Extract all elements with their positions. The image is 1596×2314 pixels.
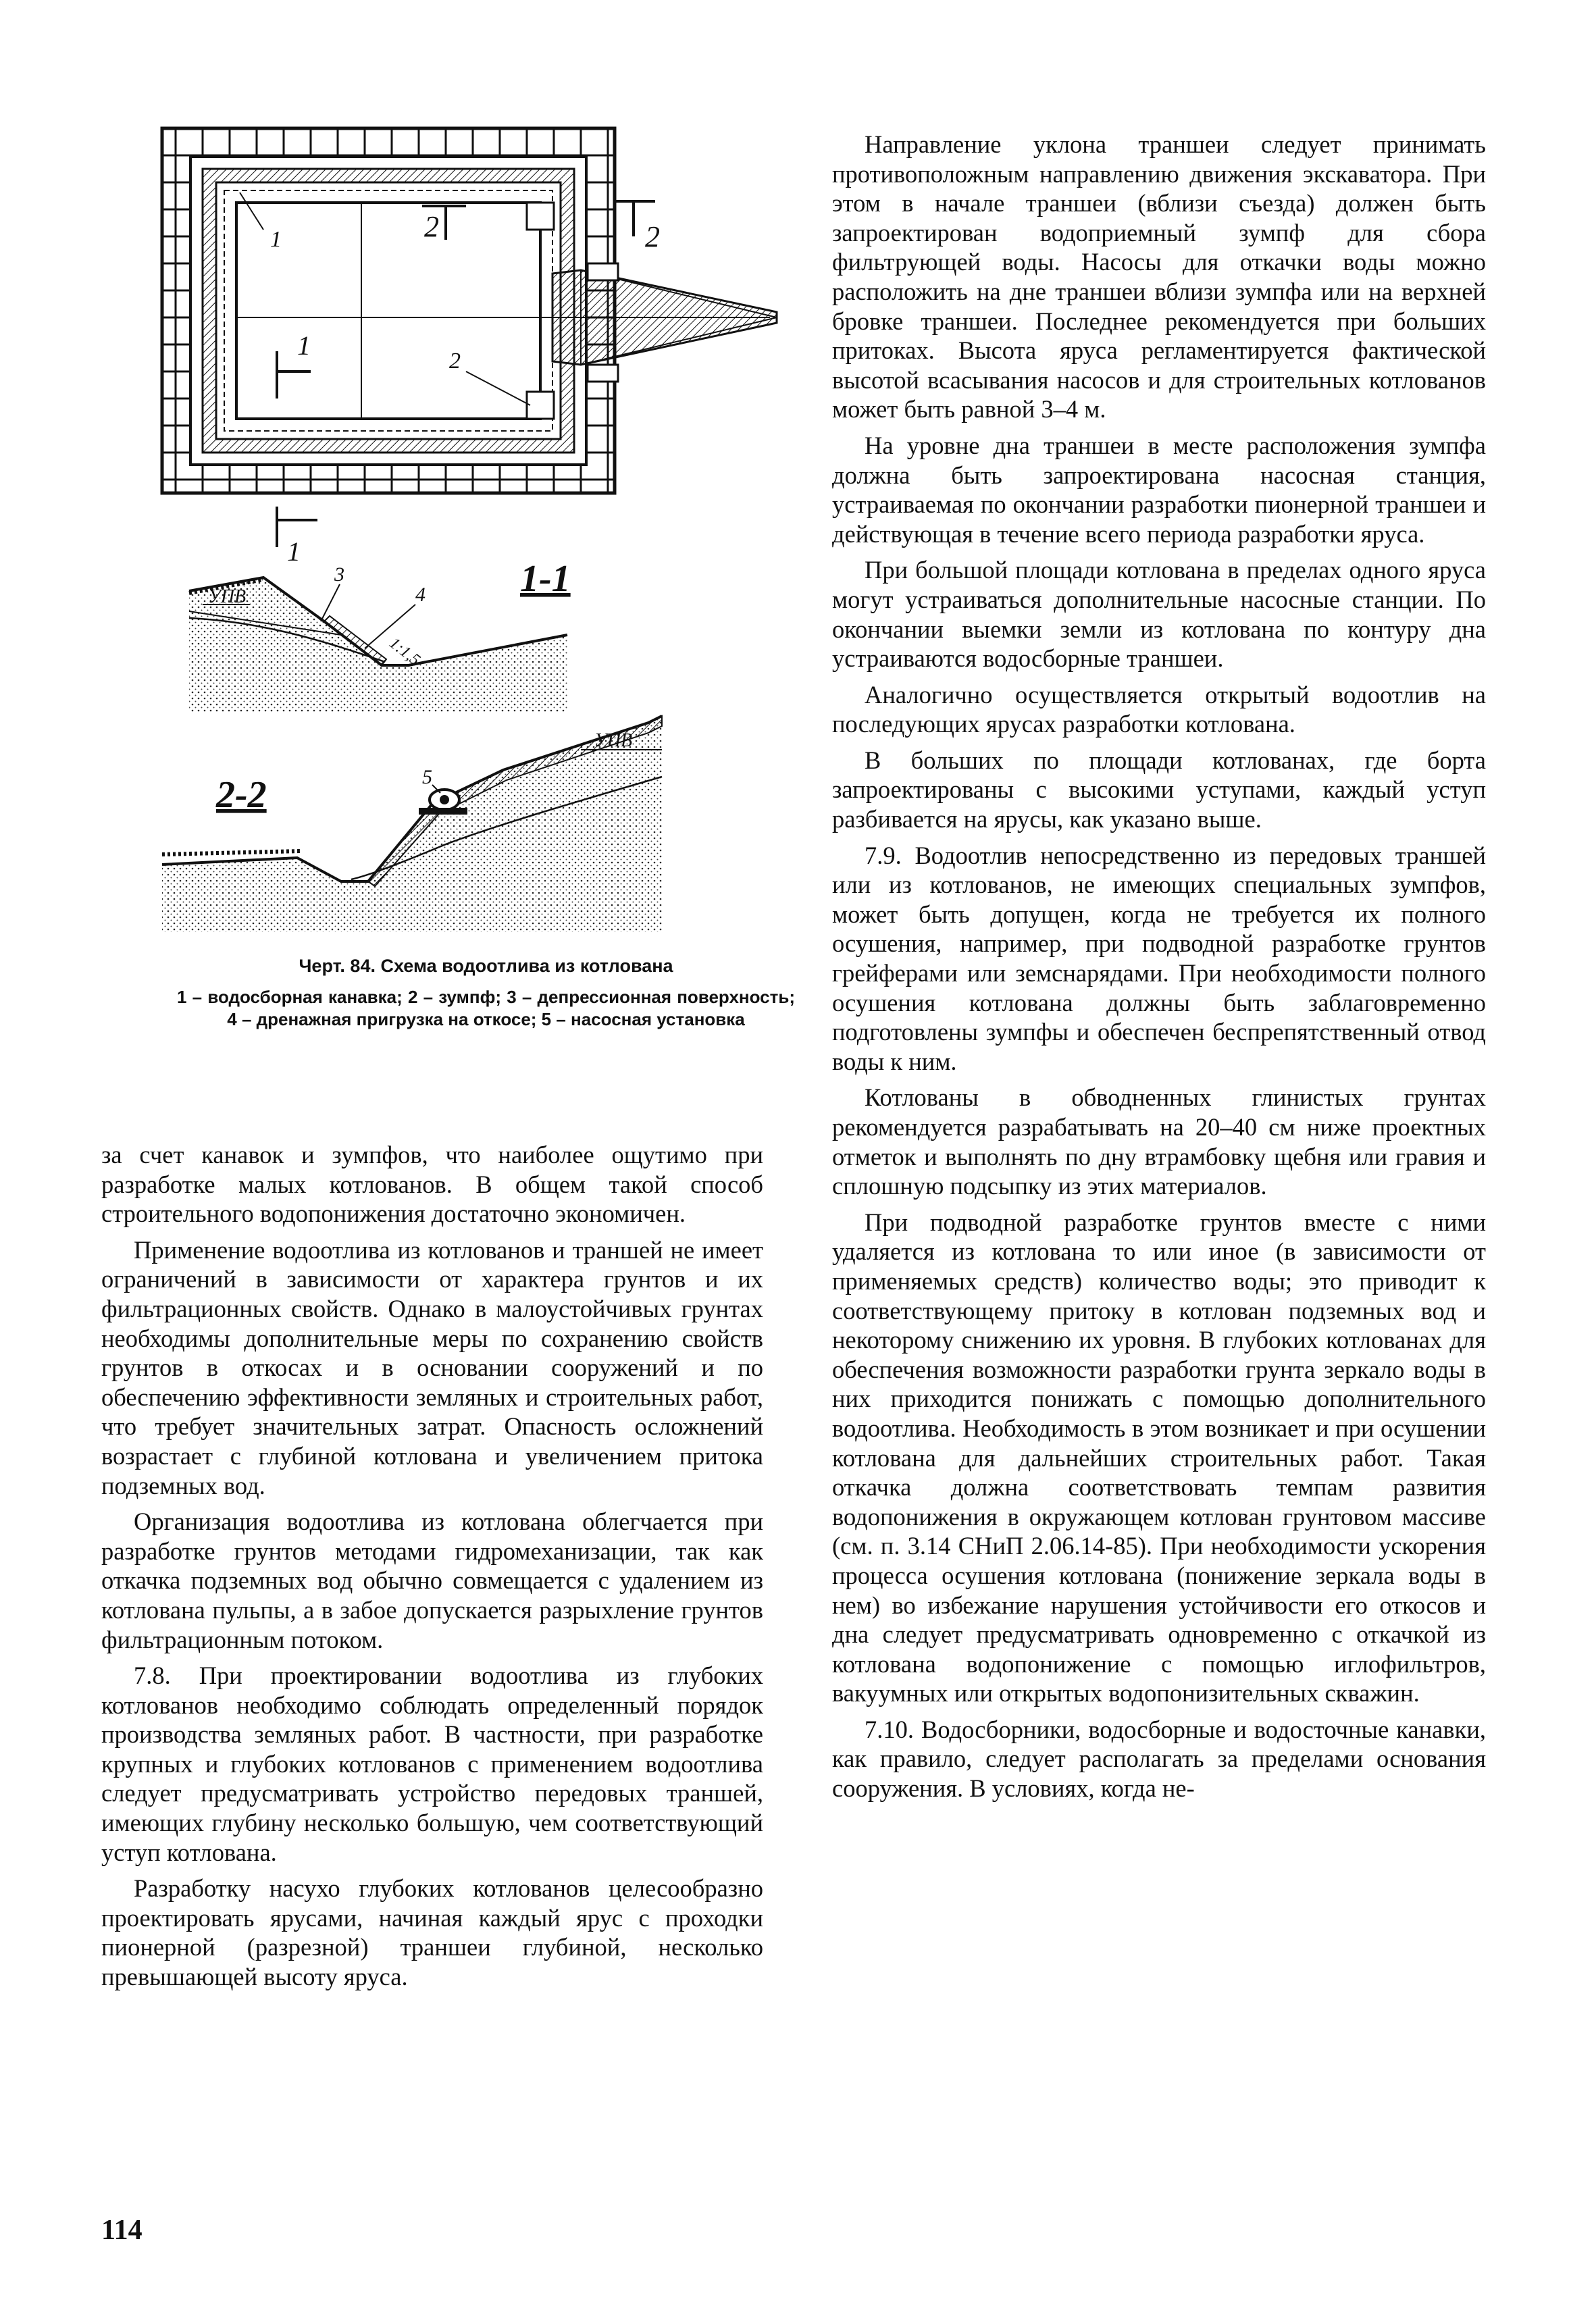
section-1-1-title: 1-1 [520, 558, 571, 600]
right-paragraph-7: Котлованы в обводненных глинистых грунтах рекомендуется разрабатывать на 20–40 см ниже проектных отметок и выполнять по дну втрамбовку щебня или гравия и сплошную подсыпку из этих материалов. [832, 1083, 1486, 1200]
right-paragraph-4: Аналогично осуществляется открытый водоотлив на последующих ярусах разработки котлована. [832, 680, 1486, 738]
left-paragraph-1: за счет канавок и зумпфов, что наиболее ощутимо при разработке малых котлованов. В общем такой способ строительного водопонижения достаточно экономичен. [101, 1141, 763, 1228]
figure-caption [177, 956, 795, 1031]
caption-legend: 1 – водосборная канавка; 2 – зумпф; 3 – депрессионная поверхность; 4 – дренажная пригрузка на откосе; 5 – насосная установка [177, 987, 795, 1029]
page-number: 114 [101, 2215, 143, 2246]
right-paragraph-8: При подводной разработке грунтов вместе с ними удаляется из котлована то или иное (в зависимости от применяемых средств) количество воды; это приводит к соответствующему притоку в котлован подземных вод и некоторому снижению их уровня. В глубоких котлованах для обеспечения возможности разработки грунта зеркало воды в них приходится понижать с помощью дополнительного водоотлива. Необходимость в этом возникает и при осушении котлована для дальнейших строительных работ. Такая откачка должна соответствовать темпам развития водопонижения в окружающем котлован грунтовом массиве (см. п. 3.14 СНиП 2.06.14-85). При необходимости ускорения процесса осушения котлована (понижение зеркала воды в нем) во избежание нарушения устойчивости его откосов и дна следует предусматривать одновременно с откачкой из котлована водопонижение с помощью иглофильтров, вакуумных или открытых водопонизительных скважин. [832, 1208, 1486, 1707]
section-1-1-callout-4: 4 [415, 584, 426, 606]
plan-callout-1: 1 [270, 227, 282, 252]
left-paragraph-4: 7.8. При проектировании водоотлива из глубоких котлованов необходимо соблюдать определенный порядок производства земляных работ. В частности, при разработке крупных и глубоких котлованов с применением водоотлива следует предусматривать устройство передовых траншей, имеющих глубину несколько большую, чем соответствующий уступ котлована. [101, 1662, 763, 1866]
plan-cut-2-right: 2 [645, 220, 660, 253]
right-paragraph-1: Направление уклона траншеи следует принимать противоположным направлению движения экскаватора. При этом в начале траншеи (вблизи съезда) должен быть запроектирован водоприемный зумпф для сбора фильтрующей воды. Насосы для откачки воды можно расположить на дне траншеи вблизи зумпфа или на верхней бровке траншеи. Последнее рекомендуется при больших притоках. Высота яруса регламентируется фактической высотой всасывания насосов и для строительных котлованов может быть равной 3–4 м. [832, 130, 1486, 423]
right-paragraph-5: В больших по площади котлованах, где борта запроектированы с высокими уступами, каждый уступ разбивается на ярусы, как указано выше. [832, 746, 1486, 833]
caption-title: Черт. 84. Схема водоотлива из котлована [299, 956, 673, 976]
plan-cut-1-lower: 1 [287, 536, 301, 567]
right-paragraph-3: При большой площади котлована в пределах одного яруса могут устраиваться дополнительные насосные станции. По окончании выемки земли из котлована по контуру дна устраиваются водосборные траншеи. [832, 556, 1486, 673]
section-1-1-slope-label: 1:1,5 [386, 634, 423, 669]
right-paragraph-9: 7.10. Водосборники, водосборные и водосточные канавки, как правило, следует располагать за пределами основания сооружения. В условиях, когда не- [832, 1715, 1486, 1803]
section-2-2-title: 2-2 [216, 774, 267, 816]
section-1-1-gw-label: УПВ [208, 586, 247, 607]
section-1-1-callout-3: 3 [334, 563, 344, 586]
right-column [832, 130, 1486, 1810]
left-column [101, 1140, 763, 1999]
right-paragraph-6: 7.9. Водоотлив непосредственно из передовых траншей или из котлованов, не имеющих специальных зумпфов, может быть допущен, когда не требуется их полного осушения, например, при подводной разработке грунтов грейферами или земснарядами. При необходимости полного осушения котлована должны быть заблаговременно подготовлены зумпфы и обеспечен беспрепятственный отвод воды к ним. [832, 841, 1486, 1075]
right-paragraph-2: На уровне дна траншеи в месте расположения зумпфа должна быть запроектирована насосная станция, устраиваемая по окончании разработки пионерной траншеи и действующая в течение всего периода разработки яруса. [832, 431, 1486, 548]
left-paragraph-2: Применение водоотлива из котлованов и траншей не имеет ограничений в зависимости от характера грунтов и их фильтрационных свойств. Однако в малоустойчивых грунтах необходимы дополнительные меры по сохранению свойств грунтов в откосах и в основании сооружений и по обеспечению эффективности земляных и строительных работ, что требует значительных затрат. Опасность осложнений возрастает с глубиной котлована и увеличением притока подземных вод. [101, 1235, 763, 1499]
plan-cut-2-left: 2 [424, 210, 439, 243]
section-2-2-gw-label: УПВ [594, 730, 633, 751]
excavation-drainage-diagram [149, 101, 817, 932]
figure-84 [149, 101, 817, 932]
section-2-2-callout-5: 5 [422, 766, 432, 788]
section-2-2 [162, 716, 662, 932]
left-paragraph-5: Разработку насухо глубоких котлованов целесообразно проектировать ярусами, начиная каждый ярус с проходки пионерной (разрезной) траншеи глубиной, несколько превышающей высоту яруса. [101, 1874, 763, 1991]
left-paragraph-3: Организация водоотлива из котлована облегчается при разработке грунтов методами гидромеханизации, так как откачка подземных вод обычно совмещается с удалением из котлована пульпы, а в забое допускается разрыхление грунтов фильтрационным потоком. [101, 1508, 763, 1653]
section-1-1 [189, 558, 571, 713]
plan-callout-2: 2 [449, 349, 461, 374]
plan-cut-1-upper: 1 [297, 330, 311, 361]
plan-view [162, 128, 777, 567]
